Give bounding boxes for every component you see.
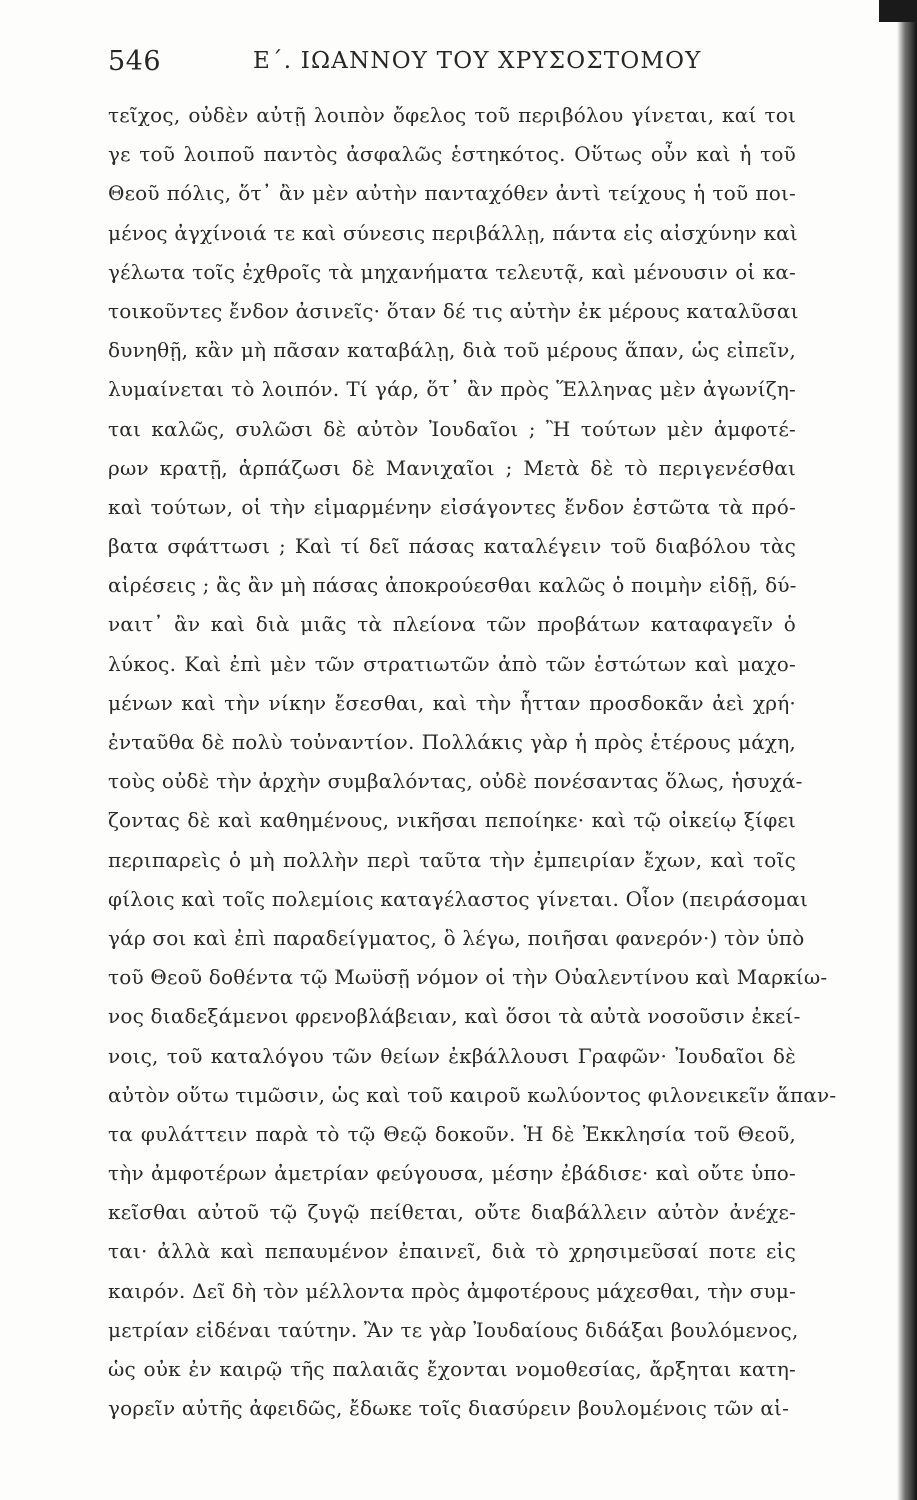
text-line: τοῦ Θεοῦ δοθέντα τῷ Μωϋσῇ νόμον οἱ τὴν Οὐαλεντίνου καὶ Μαρκίω- xyxy=(108,965,828,990)
text-line: περιπαρεὶς ὁ μὴ πολλὴν περὶ ταῦτα τὴν ἐμπειρίαν ἔχων, καὶ τοῖς xyxy=(108,847,796,872)
text-line: βατα σφάττωσι ; Καὶ τί δεῖ πάσας καταλέγειν τοῦ διαβόλου τὰς xyxy=(108,534,796,559)
text-line: κεῖσθαι αὐτοῦ τῷ ζυγῷ πείθεται, οὔτε διαβάλλειν αὐτὸν ἀνέχε- xyxy=(108,1200,796,1225)
page-number: 546 xyxy=(108,46,162,77)
text-line: Θεοῦ πόλις, ὅτ᾽ ἂν μὲν αὐτὴν πανταχόθεν ἀντὶ τείχους ἡ τοῦ ποι- xyxy=(108,181,796,206)
text-line: μένος ἀγχίνοιά τε καὶ σύνεσις περιβάλλῃ, πάντα εἰς αἰσχύνην καὶ xyxy=(108,220,798,245)
text-line: καὶ τούτων, οἱ τὴν εἱμαρμένην εἰσάγοντες ἔνδον ἑστῶτα τὰ πρό- xyxy=(108,494,796,519)
text-line: λύκος. Καὶ ἐπὶ μὲν τῶν στρατιωτῶν ἀπὸ τῶν ἑστώτων καὶ μαχο- xyxy=(108,651,796,676)
text-line: λυμαίνεται τὸ λοιπόν. Τί γάρ, ὅτ᾽ ἂν πρὸς Ἕλληνας μὲν ἀγωνίζη- xyxy=(108,377,796,402)
text-line: γε τοῦ λοιποῦ παντὸς ἀσφαλῶς ἑστηκότος. Οὕτως οὖν καὶ ἡ τοῦ xyxy=(108,142,796,167)
text-line: καιρόν. Δεῖ δὴ τὸν μέλλοντα πρὸς ἀμφοτέρους μάχεσθαι, τὴν συμ- xyxy=(108,1278,796,1303)
text-line: ὡς οὐκ ἐν καιρῷ τῆς παλαιᾶς ἔχονται νομοθεσίας, ἄρξηται κατη- xyxy=(108,1357,796,1381)
text-line: νος διαδεξάμενοι φρενοβλάβειαν, καὶ ὅσοι τὰ αὐτὰ νοσοῦσιν ἐκεί- xyxy=(108,1004,801,1029)
text-line: ζοντας δὲ καὶ καθημένους, νικῆσαι πεποίηκε· καὶ τῷ οἰκείῳ ξίφει xyxy=(108,808,796,833)
text-line: νοις, τοῦ καταλόγου τῶν θείων ἐκβάλλουσι Γραφῶν· Ἰουδαῖοι δὲ xyxy=(108,1043,796,1068)
body-text xyxy=(108,96,837,1428)
text-line: ἐνταῦθα δὲ πολὺ τοὐναντίον. Πολλάκις γὰρ ἡ πρὸς ἑτέρους μάχη, xyxy=(108,730,796,754)
text-line: δυνηθῇ, κἂν μὴ πᾶσαν καταβάλῃ, διὰ τοῦ μέρους ἅπαν, ὡς εἰπεῖν, xyxy=(108,338,796,363)
text-line: ναιτ᾽ ἂν καὶ διὰ μιᾶς τὰ πλείονα τῶν προβάτων καταφαγεῖν ὁ xyxy=(108,612,796,637)
text-line: ρων κρατῇ, ἁρπάζωσι δὲ Μανιχαῖοι ; Μετὰ δὲ τὸ περιγενέσθαι xyxy=(108,455,796,480)
text-line: τοὺς οὐδὲ τὴν ἀρχὴν συμβαλόντας, οὐδὲ πονέσαντας ὅλως, ἡσυχά- xyxy=(108,769,803,794)
text-line: μένων καὶ τὴν νίκην ἔσεσθαι, καὶ τὴν ἧτταν προσδοκᾶν ἀεὶ χρή· xyxy=(108,690,796,715)
text-line: τεῖχος, οὐδὲν αὐτῇ λοιπὸν ὄφελος τοῦ περιβόλου γίνεται, καί τοι xyxy=(108,103,796,127)
text-line: φίλοις καὶ τοῖς πολεμίοις καταγέλαστος γίνεται. Οἷον (πειράσομαι xyxy=(108,886,809,911)
page-header xyxy=(108,46,788,86)
text-line: τοικοῦντες ἔνδον ἀσινεῖς· ὅταν δέ τις αὐτὴν ἐκ μέρους καταλῦσαι xyxy=(108,298,799,323)
text-line: γορεῖν αὐτῆς ἀφειδῶς, ἔδωκε τοῖς διασύρειν βουλομένοις τῶν αἱ- xyxy=(108,1396,790,1421)
text-line: τὴν ἀμφοτέρων ἀμετρίαν φεύγουσα, μέσην ἐβάδισε· καὶ οὔτε ὑπο- xyxy=(108,1161,796,1186)
text-line: ται καλῶς, συλῶσι δὲ αὐτὸν Ἰουδαῖοι ; Ἢ τούτων μὲν ἀμφοτέ- xyxy=(108,416,796,441)
text-line: μετρίαν εἰδέναι ταύτην. Ἂν τε γὰρ Ἰουδαίους διδάξαι βουλόμενος, xyxy=(108,1317,799,1342)
text-line: αὐτὸν οὕτω τιμῶσιν, ὡς καὶ τοῦ καιροῦ κωλύοντος φιλονεικεῖν ἅπαν- xyxy=(108,1082,837,1107)
scan-edge-shadow xyxy=(897,0,917,1500)
text-line: τα φυλάττειν παρὰ τὸ τῷ Θεῷ δοκοῦν. Ἡ δὲ Ἐκκλησία τοῦ Θεοῦ, xyxy=(108,1121,796,1146)
scan-edge-corner xyxy=(879,0,917,22)
text-line: ται· ἀλλὰ καὶ πεπαυμένον ἐπαινεῖ, διὰ τὸ χρησιμεῦσαί ποτε εἰς xyxy=(108,1239,796,1264)
running-title: Ε΄. ΙΩΑΝΝΟΥ ΤΟΥ ΧΡΥΣΟΣΤΟΜΟΥ xyxy=(253,48,702,74)
text-line: γέλωτα τοῖς ἐχθροῖς τὰ μηχανήματα τελευτᾷ, καὶ μένουσιν οἱ κα- xyxy=(108,259,796,284)
text-line: αἱρέσεις ; ἃς ἂν μὴ πάσας ἀποκρούεσθαι καλῶς ὁ ποιμὴν εἰδῇ, δύ- xyxy=(108,573,797,598)
text-line: γάρ σοι καὶ ἐπὶ παραδείγματος, ὃ λέγω, ποιῆσαι φανερόν·) τὸν ὑπὸ xyxy=(108,925,805,950)
